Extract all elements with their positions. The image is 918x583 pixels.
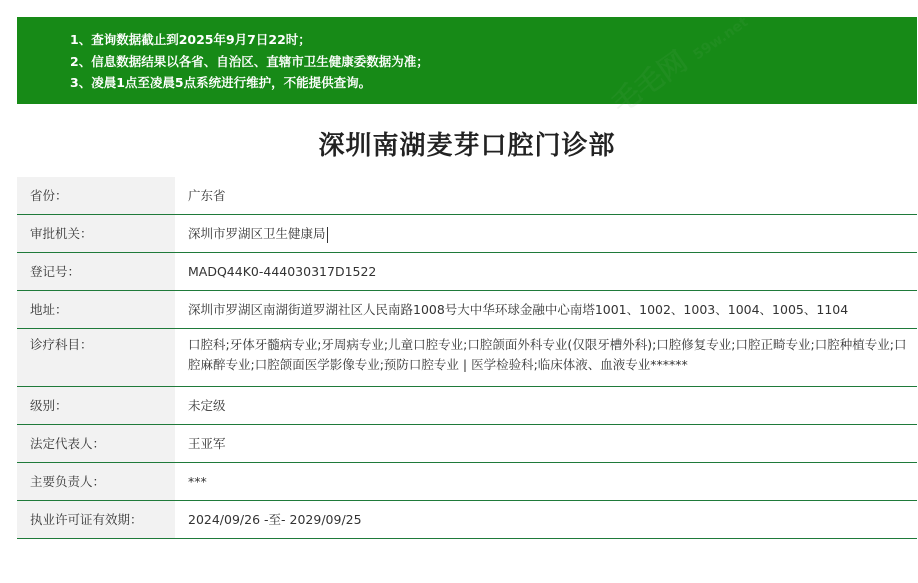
address-value: 深圳市罗湖区南湖街道罗湖社区人民南路1008号大中华环球金融中心南塔1001、1002、1003、1004、1005、1104: [188, 302, 849, 317]
departments-value: 口腔科;牙体牙髓病专业;牙周病专业;儿童口腔专业;口腔颌面外科专业(仅限牙槽外科);口腔修复专业;口腔正畸专业;口腔种植专业;口腔麻醉专业;口腔颌面医学影像专业;预防口腔专业 | 医学检验科;临床体液、血液专业******: [188, 337, 907, 372]
table-row-authority: [17, 215, 917, 253]
text-cursor: [327, 227, 328, 243]
principal-label: 主要负责人：: [17, 463, 175, 501]
page-title: 深圳南湖麦芽口腔门诊部: [318, 131, 616, 161]
table-row-province: [17, 177, 917, 215]
table-row-address: [17, 291, 917, 329]
info-table: [17, 177, 917, 539]
legal-rep-value: 王亚军: [188, 436, 226, 451]
table-row-principal: [17, 463, 917, 501]
table-row-license-validity: [17, 501, 917, 539]
table-row-legal-rep: [17, 425, 917, 463]
registration-value: MADQ44K0-444030317D1522: [188, 264, 377, 279]
license-validity-label: 执业许可证有效期：: [17, 501, 175, 539]
authority-text: 深圳市罗湖区卫生健康局: [188, 226, 326, 241]
notice-line-1: 1、查询数据截止到2025年9月7日22时；: [70, 32, 311, 47]
notice-banner: [17, 17, 917, 104]
legal-rep-label: 法定代表人：: [17, 425, 175, 463]
province-value: 广东省: [188, 188, 226, 203]
registration-label: 登记号：: [17, 253, 175, 291]
notice-line-2: 2、信息数据结果以各省、自治区、直辖市卫生健康委数据为准；: [70, 53, 429, 69]
level-value: 未定级: [188, 398, 226, 413]
province-label: 省份：: [17, 177, 175, 215]
level-label: 级别：: [17, 387, 175, 425]
notice-line-3: 3、凌晨1点至凌晨5点系统进行维护，不能提供查询。: [70, 75, 372, 90]
table-row-departments: [17, 329, 917, 387]
authority-label: 审批机关：: [17, 215, 175, 253]
authority-value: [175, 215, 917, 253]
table-row-level: [17, 387, 917, 425]
license-validity-value: 2024/09/26 -至- 2029/09/25: [188, 512, 362, 527]
table-row-registration: [17, 253, 917, 291]
address-label: 地址：: [17, 291, 175, 329]
principal-value: ***: [188, 474, 207, 489]
departments-label: 诊疗科目：: [17, 329, 175, 387]
